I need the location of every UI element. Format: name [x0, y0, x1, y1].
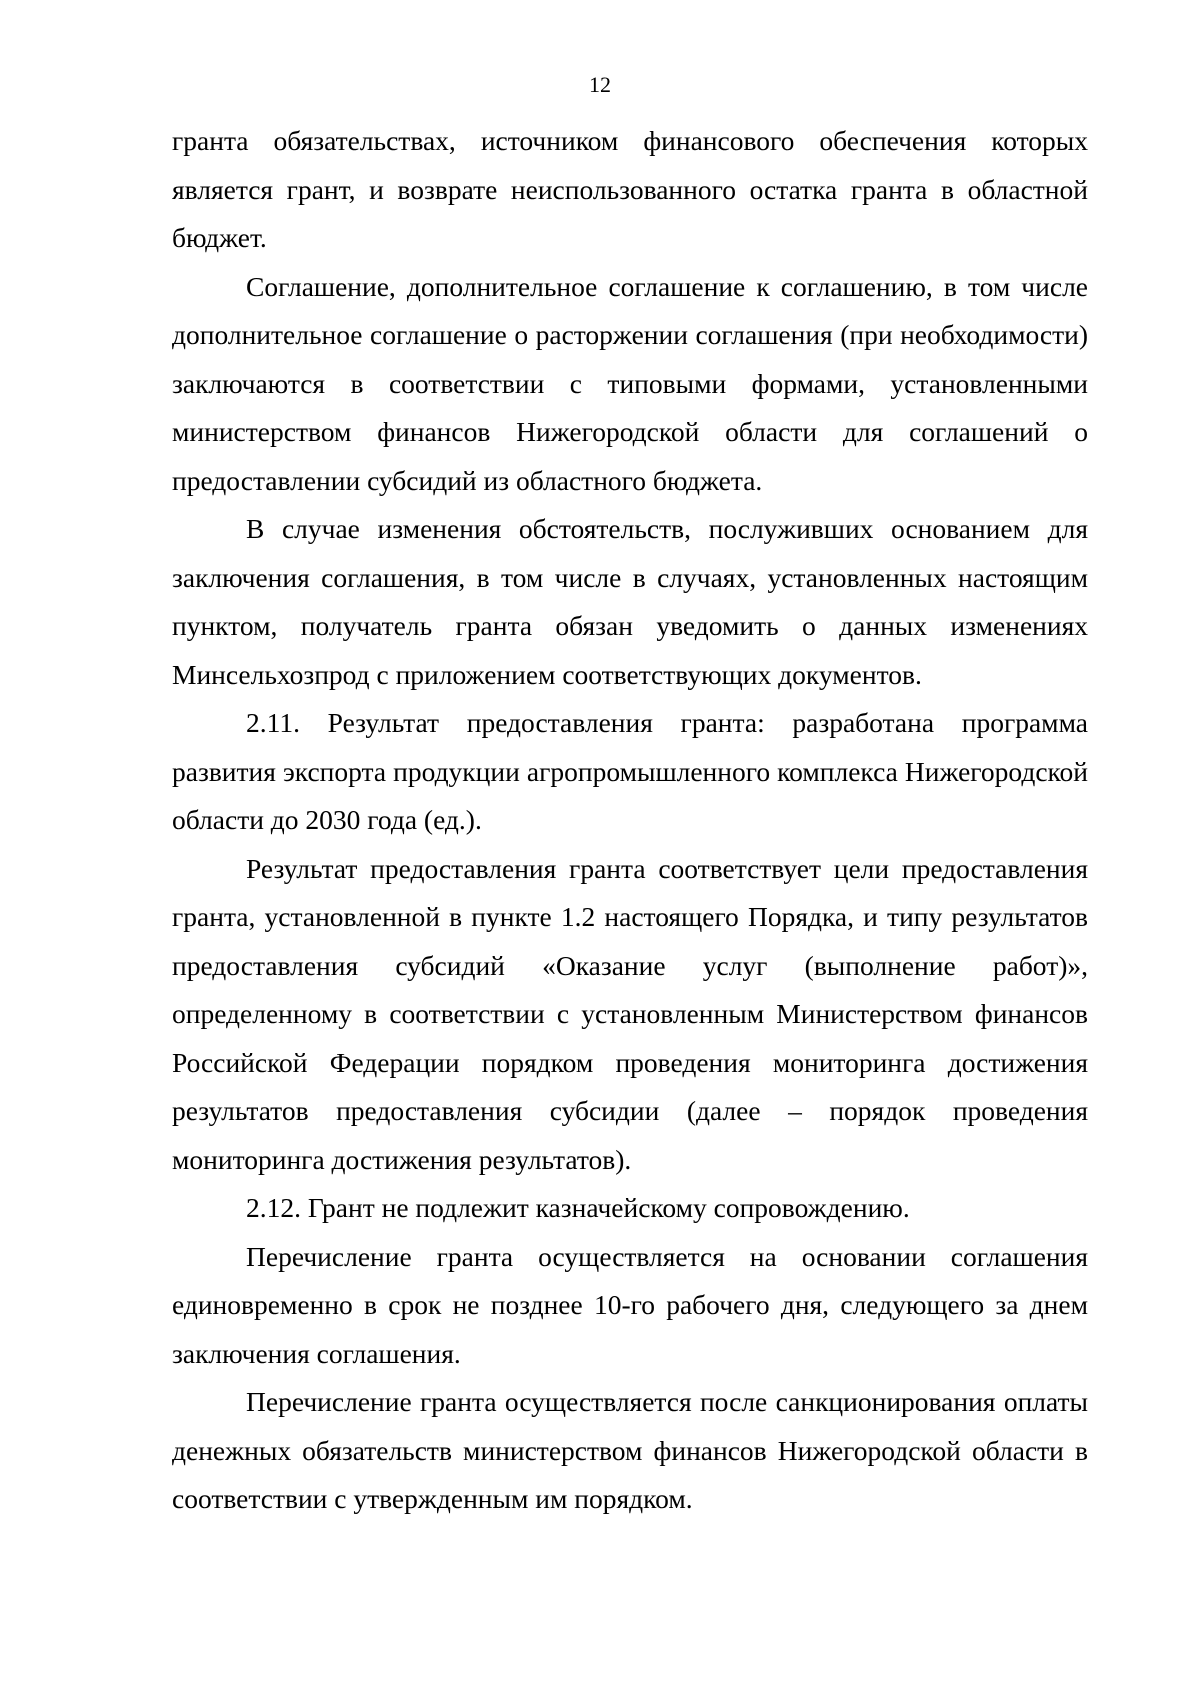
paragraph-result-type: Результат предоставления гранта соответствует цели предоставления гранта, установленной в пункте 1.2 настоящего Порядка, и типу результатов предоставления субсидий «Оказание услуг (выполнение работ)», определенному в соответствии с установленным Министерством финансов Российской Федерации порядком проведения мониторинга достижения результатов предоставления субсидии (далее – порядок проведения мониторинга достижения результатов). — [172, 852, 1088, 1175]
paragraph-change-notification: В случае изменения обстоятельств, послуживших основанием для заключения соглашения, в том числе в случаях, установленных настоящим пунктом, получатель гранта обязан уведомить о данных изменениях Минсельхозпрод с приложением соответствующих документов. — [172, 513, 1088, 690]
paragraph-agreement-forms: Соглашение, дополнительное соглашение к соглашению, в том числе дополнительное соглашение о расторжении соглашения (при необходимости) заключаются в соответствии с типовыми формами, установленными министерством финансов Нижегородской области для соглашений о предоставлении субсидий из областного бюджета. — [172, 270, 1088, 496]
paragraph-2-12-treasury: 2.12. Грант не подлежит казначейскому сопровождению. — [246, 1192, 910, 1223]
document-body — [172, 117, 1088, 1524]
paragraph-transfer-terms: Перечисление гранта осуществляется на основании соглашения единовременно в срок не позднее 10-го рабочего дня, следующего за днем заключения соглашения. — [172, 1240, 1088, 1369]
paragraph-transfer-authorization: Перечисление гранта осуществляется после санкционирования оплаты денежных обязательств министерством финансов Нижегородской области в соответствии с утвержденным им порядком. — [172, 1386, 1088, 1514]
paragraph-grant-obligations: гранта обязательствах, источником финансового обеспечения которых является грант, и возврате неиспользованного остатка гранта в областной бюджет. — [172, 125, 1088, 253]
page-number: 12 — [589, 72, 611, 97]
paragraph-2-11-result: 2.11. Результат предоставления гранта: разработана программа развития экспорта продукции агропромышленного комплекса Нижегородской области до 2030 года (ед.). — [172, 707, 1088, 835]
